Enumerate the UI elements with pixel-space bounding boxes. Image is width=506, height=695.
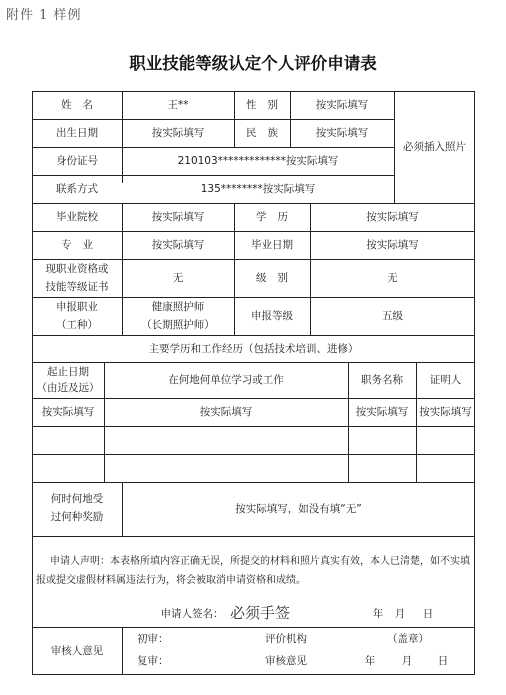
- first-review: 初审：: [137, 633, 169, 645]
- cert-level-value: 无: [387, 272, 398, 284]
- agency-label-line1: 评价机构: [265, 633, 307, 645]
- gender-label: 性别: [246, 99, 289, 111]
- work-row-unit: 按实际填写: [199, 406, 253, 418]
- awards-value: 按实际填写，如没有填“无”: [235, 503, 362, 515]
- degree-value: 按实际填写: [366, 211, 419, 223]
- apply-level-label: 申报等级: [251, 310, 293, 322]
- applicant-signature-label: 申请人签名：: [160, 608, 224, 620]
- review-label: 审核人意见: [50, 645, 104, 657]
- applicant-declaration: 申请人声明：本表格所填内容正确无误，所提交的材料和照片真实有效，本人已清楚，如不实填报或提交虚假材料属违法行为，将会被取消申请资格和成绩。: [36, 556, 470, 586]
- id-number-value: 210103*************按实际填写: [177, 155, 339, 167]
- row-divider: [32, 426, 475, 427]
- work-position-header: 职务名称: [361, 374, 403, 386]
- attachment-label: 附件 1 样例: [6, 8, 82, 23]
- work-witness-header: 证明人: [429, 374, 462, 386]
- work-history-title: 主要学历和工作经历（包括技术培训、进修）: [148, 342, 359, 355]
- apply-job-label-line2: （工种）: [56, 319, 98, 331]
- second-review: 复审：: [137, 655, 169, 667]
- work-date-header-line1: 起止日期: [47, 365, 89, 378]
- school-label: 毕业院校: [56, 211, 98, 223]
- row-divider: [32, 536, 475, 537]
- degree-label: 学历: [256, 211, 299, 223]
- declaration-day: 日: [422, 608, 434, 620]
- agency-seal: （盖章）: [387, 633, 429, 645]
- apply-job-label-line1: 申报职业: [56, 301, 98, 313]
- major-label: 专业: [61, 239, 104, 251]
- work-date-header-line2: （由近及远）: [36, 381, 100, 394]
- contact-label: 联系方式: [56, 183, 98, 195]
- apply-job-value-line2: （长期照护师）: [141, 319, 215, 331]
- school-value: 按实际填写: [151, 211, 205, 223]
- column-divider: [122, 627, 123, 675]
- gender-value: 按实际填写: [315, 99, 369, 111]
- certificate-label-line2: 技能等级证书: [45, 281, 109, 293]
- graduation-date-label: 毕业日期: [251, 239, 293, 251]
- id-number-label: 身份证号: [56, 155, 98, 167]
- birth-date-label: 出生日期: [56, 127, 98, 139]
- graduation-date-value: 按实际填写: [366, 239, 419, 251]
- certificate-label-line1: 现职业资格或: [45, 263, 109, 275]
- review-day: 日: [437, 655, 449, 667]
- form-title: 职业技能等级认定个人评价申请表: [129, 54, 377, 73]
- awards-label-line1: 何时何地受: [50, 493, 104, 505]
- work-row-position: 按实际填写: [355, 406, 409, 418]
- name-label: 姓名: [61, 99, 104, 111]
- applicant-signature: 必须手签: [230, 604, 291, 622]
- review-year: 年: [364, 655, 376, 667]
- declaration-year: 年: [372, 608, 384, 620]
- photo-placeholder: 必须插入照片: [403, 141, 466, 153]
- agency-label-line2: 审核意见: [265, 655, 307, 667]
- ethnicity-label: 民族: [246, 127, 289, 139]
- cert-level-label: 级别: [256, 272, 299, 284]
- birth-date-value: 按实际填写: [151, 127, 205, 139]
- major-value: 按实际填写: [151, 239, 205, 251]
- work-unit-header: 在何地何单位学习或工作: [168, 374, 284, 386]
- awards-label-line2: 过何种奖励: [50, 511, 104, 523]
- contact-value: 135********按实际填写: [200, 183, 316, 195]
- work-row-date: 按实际填写: [41, 406, 95, 418]
- work-row-witness: 按实际填写: [419, 406, 472, 418]
- ethnicity-value: 按实际填写: [315, 127, 369, 139]
- apply-job-value-line1: 健康照护师: [151, 301, 205, 313]
- name-value: 王**: [167, 99, 189, 111]
- apply-level-value: 五级: [382, 310, 403, 322]
- certificate-value: 无: [172, 272, 184, 284]
- row-divider: [32, 454, 475, 455]
- declaration-month: 月: [394, 608, 406, 620]
- review-month: 月: [401, 655, 413, 667]
